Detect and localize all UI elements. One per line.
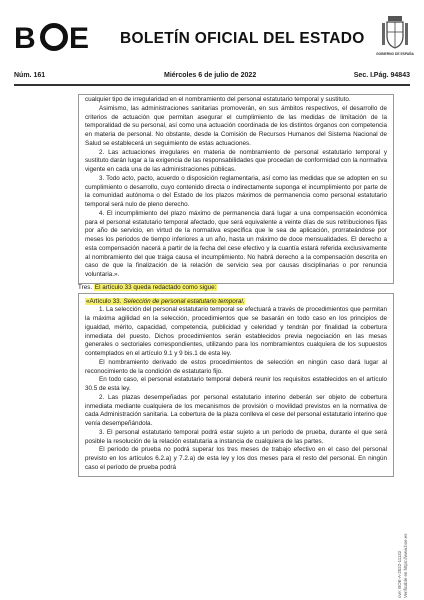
document-body	[78, 94, 394, 477]
side-verification-note	[393, 478, 423, 598]
article-paragraph: El nombramiento derivado de estos procedimientos de selección en ningún caso dará lugar al reconocimiento de la condición de estatutario fijo.	[85, 358, 387, 375]
amendment-label: Tres.	[78, 283, 93, 291]
article-paragraph: El período de prueba no podrá superar los tres meses de trabajo efectivo en el caso del personal previsto en los artículos 6.2.a) y 7.2.a) de esta ley y los dos meses para el resto del personal. En ningún caso el período de prueba podrá	[85, 446, 387, 471]
header-divider	[14, 84, 410, 86]
svg-text:B: B	[14, 22, 35, 55]
box-paragraph: 3. Todo acto, pacto, acuerdo o disposición reglamentaria, así como las medidas que se adopten en su cumplimiento o desarrollo, cuyo contenido directa o indirectamente suponga el incumplimiento por parte de la comunidad autónoma o del Estado de los plazos máximos de permanencia como personal estatutario temporal será nulo de pleno derecho.	[85, 174, 387, 208]
article-paragraph: En todo caso, el personal estatutario temporal deberá reunir los requisitos establecidos en el artículo 30.5 de esta ley.	[85, 376, 387, 392]
article-box	[78, 293, 394, 477]
article-title: Selección de personal estatutario temporal.	[123, 297, 245, 305]
box-paragraph: 2. Las actuaciones irregulares en materia de nombramiento de personal estatutario temporal y sustituto darán lugar a la exigencia de las responsabilidades que procedan de conformidad con la normativa vigente en cada una de las administraciones públicas.	[85, 148, 387, 173]
amendment-intro	[78, 284, 394, 293]
boe-logo	[14, 22, 94, 55]
coat-of-arms-icon	[376, 14, 414, 60]
article-paragraph: 2. Las plazas desempeñadas por personal estatutario interino deberán ser objeto de cobertura inmediata mediante cualquiera de los mecanismos de provisión o movilidad previstos en la normativa de cada Administración sanitaria. La cobertura de la plaza conlleva el cese del personal estatutario interino que venía desempeñándola.	[85, 393, 387, 427]
page-header	[14, 14, 414, 70]
issue-meta	[14, 72, 410, 84]
article-paragraph: 3. El personal estatutario temporal podrá estar sujeto a un período de prueba, durante el que será posible la resolución de la relación estatutaria a instancia de cualquiera de las partes.	[85, 428, 387, 445]
page-number: Pág. 94843	[373, 72, 410, 79]
section-label: Sec. I.	[353, 72, 374, 79]
amendment-text: El artículo 33 queda redactado como sigue:	[94, 283, 217, 291]
box-paragraph: Asimismo, las administraciones sanitarias promoverán, en sus ámbitos respectivos, el desarrollo de criterios de actuación que permitan asegurar el cumplimiento de las medidas de limitación de la temporalidad de su personal, así como una actuación coordinada de los distintos órganos con competencia en materia de personal. No obstante, desde la Comisión de Recursos Humanos del Sistema Nacional de Salud se establecerá un seguimiento de estas actuaciones.	[85, 104, 387, 147]
amended-text-box	[78, 94, 394, 284]
svg-text:GOBIERNO DE ESPAÑA: GOBIERNO DE ESPAÑA	[376, 52, 414, 56]
article-number: «Artículo 33.	[86, 297, 122, 305]
svg-text:E: E	[69, 22, 90, 55]
box-paragraph: 4. El incumplimiento del plazo máximo de permanencia dará lugar a una compensación económica para el personal estatutario temporal afectado, que será equivalente a veinte días de sus retribuciones fijas por año de servicio, en virtud de la normativa específica que le sea de aplicación, prorrateándose por meses los periodos de tiempo inferiores a un año, hasta un máximo de doce mensualidades. El derecho a esta compensación nacerá a partir de la fecha del cese efectivo y la cuantía estará referida exclusivamente al nombramiento del que traiga causa el incumplimiento. No habrá derecho a la compensación descrita en caso de que la finalización de la relación de servicio sea por causas disciplinarias o por renuncia voluntaria.».	[85, 209, 387, 278]
issue-date: Miércoles 6 de julio de 2022	[164, 72, 257, 79]
cve-code: cve: BOE-A-2022-11132	[397, 550, 402, 598]
box-paragraph: cualquier tipo de irregularidad en el nombramiento del personal estatutario temporal y sustituto.	[85, 96, 351, 103]
issue-number: Núm. 161	[14, 72, 46, 79]
verification-url: Verificable en https://www.boe.es	[403, 533, 408, 598]
page-title: BOLETÍN OFICIAL DEL ESTADO	[120, 30, 365, 47]
article-heading	[85, 295, 387, 307]
article-paragraph: 1. La selección del personal estatutario temporal se efectuará a través de procedimientos que permitan la máxima agilidad en la selección, procedimientos que se basarán en todo caso en los principios de igualdad, mérito, capacidad, competencia, publicidad y celeridad y tendrán por finalidad la cobertura inmediata del puesto. Dichos procedimientos serán establecidos previa negociación en las mesas generales o sectoriales correspondientes, utilizando para los nombramientos cualquiera de los supuestos contemplados en el artículo 9.1 y 9 bis.1 de esta ley.	[85, 306, 387, 357]
